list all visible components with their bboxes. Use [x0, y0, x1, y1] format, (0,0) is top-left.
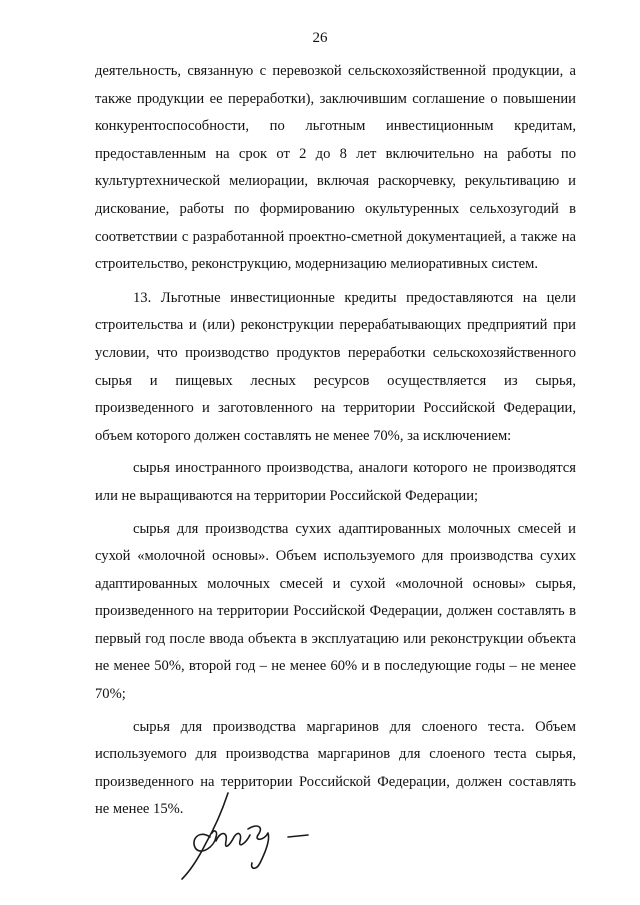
paragraph-exception-foreign-raw: сырья иностранного производства, аналоги которого не производятся или не выращиваются на территории Российской Федерации; [95, 460, 576, 504]
paragraph-exception-milk-formula: сырья для производства сухих адаптированных молочных смесей и сухой «молочной основы». Объем используемого для производства сухих адаптированных молочных смесей и сухой «молочной основы» сырья, произведенного на территории Российской Федерации, должен составлять в первый год после ввода объекта в эксплуатацию или реконструкции объекта не менее 50%, второй год – не менее 60% и в последующие годы – не менее 70%; [95, 520, 576, 703]
paragraph-item-13: 13. Льготные инвестиционные кредиты предоставляются на цели строительства и (или) реконструкции перерабатывающих предприятий при условии, что производство продуктов переработки сельскохозяйственного сырья и пищевых лесных ресурсов осуществляется из сырья, произведенного и заготовленного на территории Российской Федерации, объем которого должен составлять не менее 70%, за исключением: [95, 289, 576, 444]
handwritten-signature [168, 785, 318, 885]
body-text [95, 58, 576, 824]
paragraph-continuation: деятельность, связанную с перевозкой сельскохозяйственной продукции, а также продукции ее переработки), заключившим соглашение о повышении конкурентоспособности, по льготным инвестиционным кредитам, предоставленным на срок от 2 до 8 лет включительно на работы по культуртехнической мелиорации, включая раскорчевку, рекультивацию и дискование, работы по формированию окультуренных сельхозугодий в соответствии с разработанной проектно-сметной документацией, а также на строительство, реконструкцию, модернизацию мелиоративных систем. [95, 63, 576, 273]
paragraph-exception-margarine: сырья для производства маргаринов для слоеного теста. Объем используемого для производства маргаринов для слоеного теста сырья, произведенного на территории Российской Федерации, должен составлять не менее 15%. [95, 718, 576, 818]
page-number: 26 [312, 30, 328, 46]
